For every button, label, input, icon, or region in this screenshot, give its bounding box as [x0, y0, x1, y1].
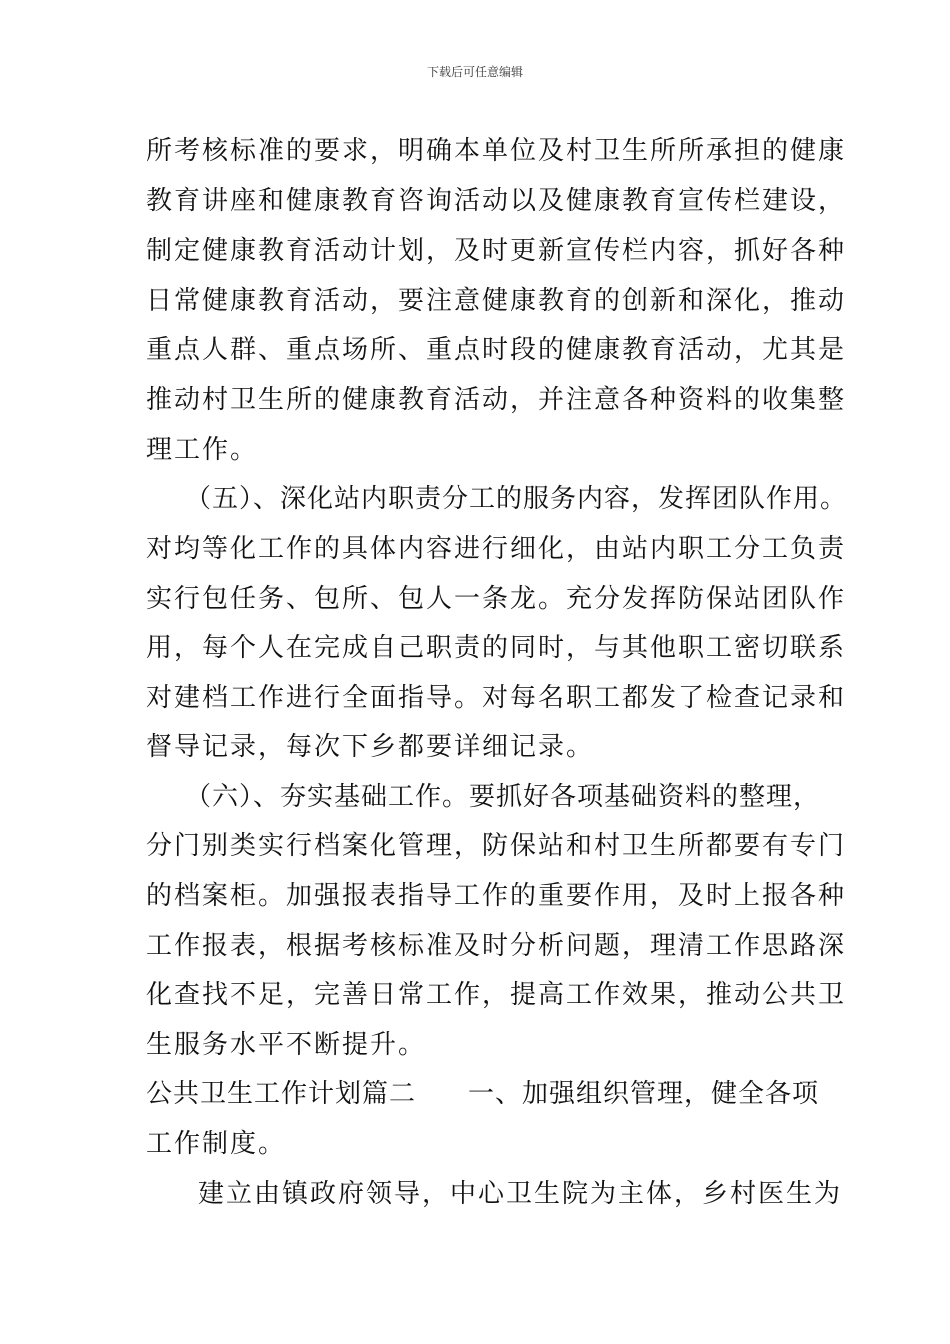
paragraph-line: 的档案柜。加强报表指导工作的重要作用，及时上报各种 — [146, 881, 847, 911]
paragraph-line: 生服务水平不断提升。 — [146, 1030, 427, 1060]
paragraph-line: 制定健康教育活动计划，及时更新宣传栏内容，抓好各种 — [146, 236, 847, 266]
paragraph-line: 化查找不足，完善日常工作，提高工作效果，推动公共卫 — [146, 980, 847, 1010]
article-title: 公共卫生工作计划篇二 — [146, 1079, 417, 1109]
paragraph-line: 推动村卫生所的健康教育活动，并注意各种资料的收集整 — [146, 385, 847, 415]
paragraph-line: 实行包任务、包所、包人一条龙。充分发挥防保站团队作 — [146, 584, 847, 614]
paragraph-line: 所考核标准的要求，明确本单位及村卫生所所承担的健康 — [146, 136, 847, 166]
paragraph-line: 对建档工作进行全面指导。对每名职工都发了检查记录和 — [146, 683, 847, 713]
section-heading-one: 一、加强组织管理，健全各项 — [468, 1079, 820, 1109]
paragraph-line: 督导记录，每次下乡都要详细记录。 — [146, 732, 595, 762]
article-title-line — [146, 1077, 819, 1111]
paragraph-line: 日常健康教育活动，要注意健康教育的创新和深化，推动 — [146, 286, 847, 316]
paragraph-line: 工作报表，根据考核标准及时分析问题，理清工作思路深 — [146, 931, 847, 961]
page-header: 下载后可任意编辑 — [426, 65, 523, 79]
paragraph-line: 教育讲座和健康教育咨询活动以及健康教育宣传栏建设， — [146, 186, 847, 216]
paragraph-line: 工作制度。 — [146, 1129, 287, 1159]
section-heading-five: （五）、深化站内职责分工的服务内容，发挥团队作用。 — [185, 484, 848, 514]
paragraph-line: 分门别类实行档案化管理，防保站和村卫生所都要有专门 — [146, 831, 847, 861]
paragraph-line: 用，每个人在完成自己职责的同时，与其他职工密切联系 — [146, 633, 847, 663]
paragraph-line: 对均等化工作的具体内容进行细化，由站内职工分工负责 — [146, 534, 847, 564]
paragraph-line: 建立由镇政府领导，中心卫生院为主体，乡村医生为 — [198, 1179, 843, 1209]
paragraph-line: 重点人群、重点场所、重点时段的健康教育活动，尤其是 — [146, 335, 847, 365]
paragraph-line: 理工作。 — [146, 435, 259, 465]
section-heading-six: （六）、夯实基础工作。要抓好各项基础资料的整理， — [185, 782, 821, 812]
